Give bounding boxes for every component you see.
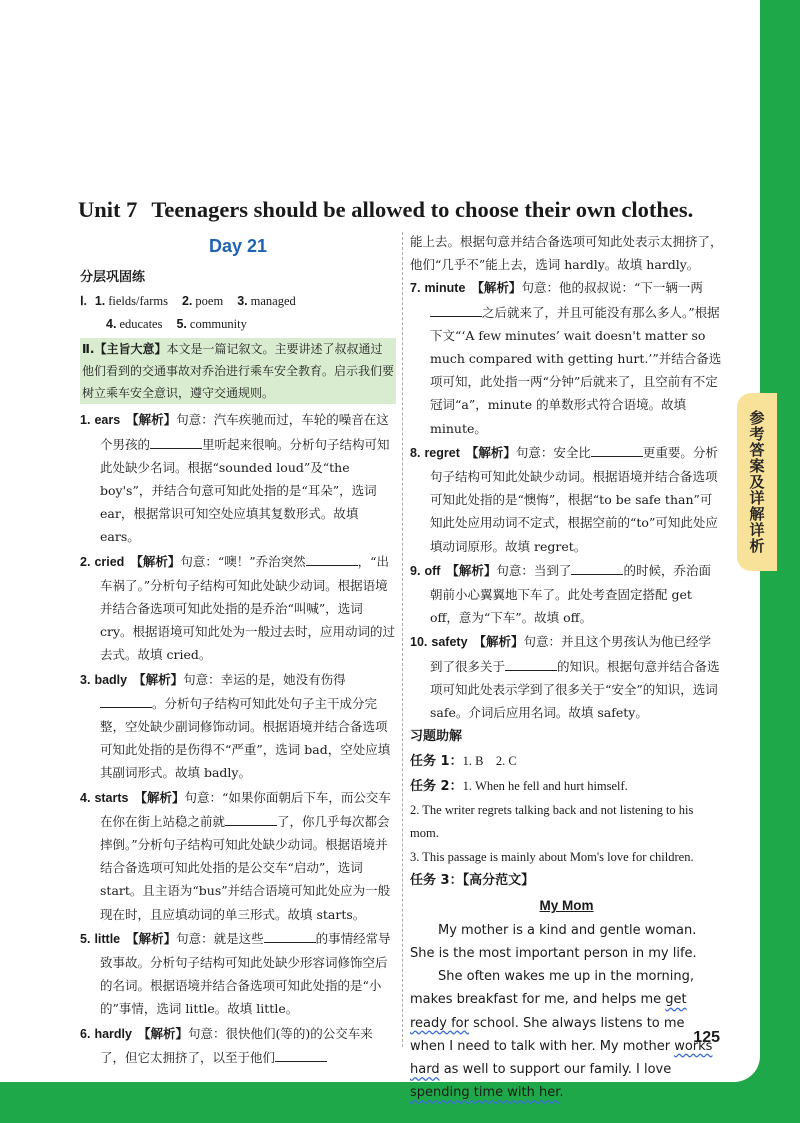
blank-line [306,553,358,566]
explanation-item: 8. regret 【解析】句意：安全比 更重要。分析句子结构可知此处缺少动词。根据语境并结合备选项可知此处指的是“懊悔”，根据“to be safe than”可知此处应用动词不定式，根据空前的“to”可知此处应填动词原形。故填 regret。 [410,444,718,554]
highlight-phrase: works hard [410,1038,713,1078]
item-6-continuation: 能上去。根据句意并结合备选项可知此处表示太拥挤了，他们“几乎不”能上去，选词 hardly。故填 hardly。 [410,234,723,273]
explanation-item: 9. off 【解析】句意：当到了 的时候，乔治面朝前小心翼翼地下车了。此处考查固定搭配 get off，意为“下车”。故填 off。 [410,562,711,626]
blank-line [100,695,152,708]
right-column [410,230,723,1105]
task-2-item: 2. The writer regrets talking back and not listening to his mom. [410,803,694,841]
explanation-item: 1. ears 【解析】句意：汽车疾驰而过，车轮的噪音在这个男孩的 里听起来很响。分析句子结构可知此处缺少名词。根据“sounded loud”及“the boy's”，并结合句意可知此处指的是“耳朵”，选词 ear，根据常识可知空处应填其复数形式。故填 ears。 [80,412,390,545]
explanation-item: 2. cried 【解析】句意：“噢！”乔治突然 ，“出车祸了。”分析句子结构可知此处缺少动词。根据语境并结合备选项可知此处指的是乔治“叫喊”，选词 cry。根据语境可知此处为一般过去时，应用动词的过去式。故填 cried。 [80,553,396,663]
part-one-answers [80,290,396,313]
answer-item: 2. poem [181,294,224,308]
answer-item: 5. community [176,317,247,332]
blank-line [430,304,482,317]
part-one-answers-row2 [80,313,396,336]
unit-title [78,197,738,223]
answer-item: 4. educates [106,317,163,332]
page-number: 125 [693,1029,720,1046]
explanation-item: 10. safety 【解析】句意：并且这个男孩认为他已经学到了很多关于 的知识。根据句意并结合备选项可知此处表示学到了很多关于“安全”的知识，选词 safe。介词后应用名词。故填 safety。 [410,634,720,721]
main-idea-head: Ⅱ.【主旨大意】 [82,342,167,357]
column-divider [402,232,403,1047]
unit-heading: Teenagers should be allowed to choose their own clothes. [151,197,694,222]
explanation-item: 3. badly 【解析】句意：幸运的是，她没有伤得。分析句子结构可知此处句子主干成分完整，空处缺少副词修饰动词。根据语境并结合备选项可知此处指的是伤得不“严重”，选词 bad，空处应填其副词形式。故填 badly。 [80,671,391,781]
unit-label: Unit 7 [78,197,138,222]
highlight-phrase: spending time with her [410,1085,560,1101]
explanation-item: 7. minute 【解析】句意：他的叔叔说：“下一辆一两之后就来了，并且可能没有那么多人。”根据下文“‘A few minutes’ wait doesn't matter so much compared with getting hurt.’”并结合备选项可知，此处指一两“分钟”后就来了，且空前有不定冠词“a”，minute 的单数形式符合语境。故填 minute。 [410,280,722,436]
main-idea-box [80,338,396,404]
side-tab [737,393,777,571]
explanation-item: 4. starts 【解析】句意：“如果你面朝后下车，而公交车在你在街上站稳之前就 了，你几乎每次都会摔倒。”分析句子结构可知此处缺少动词。根据语境并结合备选项可知此处指的是公交车“启动”，选词 start。且主语为“bus”并结合语境可知此处应为一般现在时，且应填动词的单三形式。故填 starts。 [80,789,391,922]
part-one-numeral: Ⅰ. [80,294,87,308]
blank-line [591,444,643,457]
blank-line [264,930,316,943]
task-2-item: 3. This passage is mainly about Mom's love for children. [410,849,694,864]
model-essay [410,919,723,1105]
blank-line [571,562,623,575]
blank-line [225,813,277,826]
answer-item: 1. fields/farms [94,294,168,308]
blank-line [150,436,202,449]
essay-paragraph-2: She often wakes me up in the morning, makes breakfast for me, and helps me get ready for school. She always listens to me when I need to talk with her. My mother works hard as well to support our family. I love spending time with her. [410,969,713,1101]
main-idea-text: 本文是一篇记叙文。主要讲述了叔叔通过他们看到的交通事故对乔治进行乘车安全教育。启示我们要树立乘车安全意识，遵守交通规则。 [82,342,395,401]
task-2: 任务 2：1. When he fell and hurt himself. [410,779,628,795]
section-heading-help: 习题助解 [410,729,463,745]
task-3-label: 任务 3：【高分范文】 [410,872,535,888]
answer-item: 3. managed [237,294,296,308]
explanation-item: 5. little 【解析】句意：就是这些 的事情经常导致事故。分析句子结构可知此处缺少形容词修饰空后的名词。根据语境并结合备选项可知此处指的是“小的”事情，选词 little。故填 little。 [80,930,391,1017]
explanation-item: 6. hardly 【解析】句意：很快他们(等的)的公交车来了，但它太拥挤了，以至于他们 [80,1025,373,1065]
highlight-phrase: get ready for [410,992,687,1031]
blank-line [275,1049,327,1062]
blank-line [505,658,557,671]
essay-title: My Mom [539,897,594,913]
side-tab-label: 参考答案及详解详析 [747,410,766,554]
essay-paragraph-1: My mother is a kind and gentle woman. She is the most important person in my life. [410,922,697,962]
left-column [80,230,396,1070]
day-heading: Day 21 [208,236,268,256]
section-heading-practice: 分层巩固练 [80,270,146,285]
task-1: 任务 1：1. B 2. C [410,754,517,770]
